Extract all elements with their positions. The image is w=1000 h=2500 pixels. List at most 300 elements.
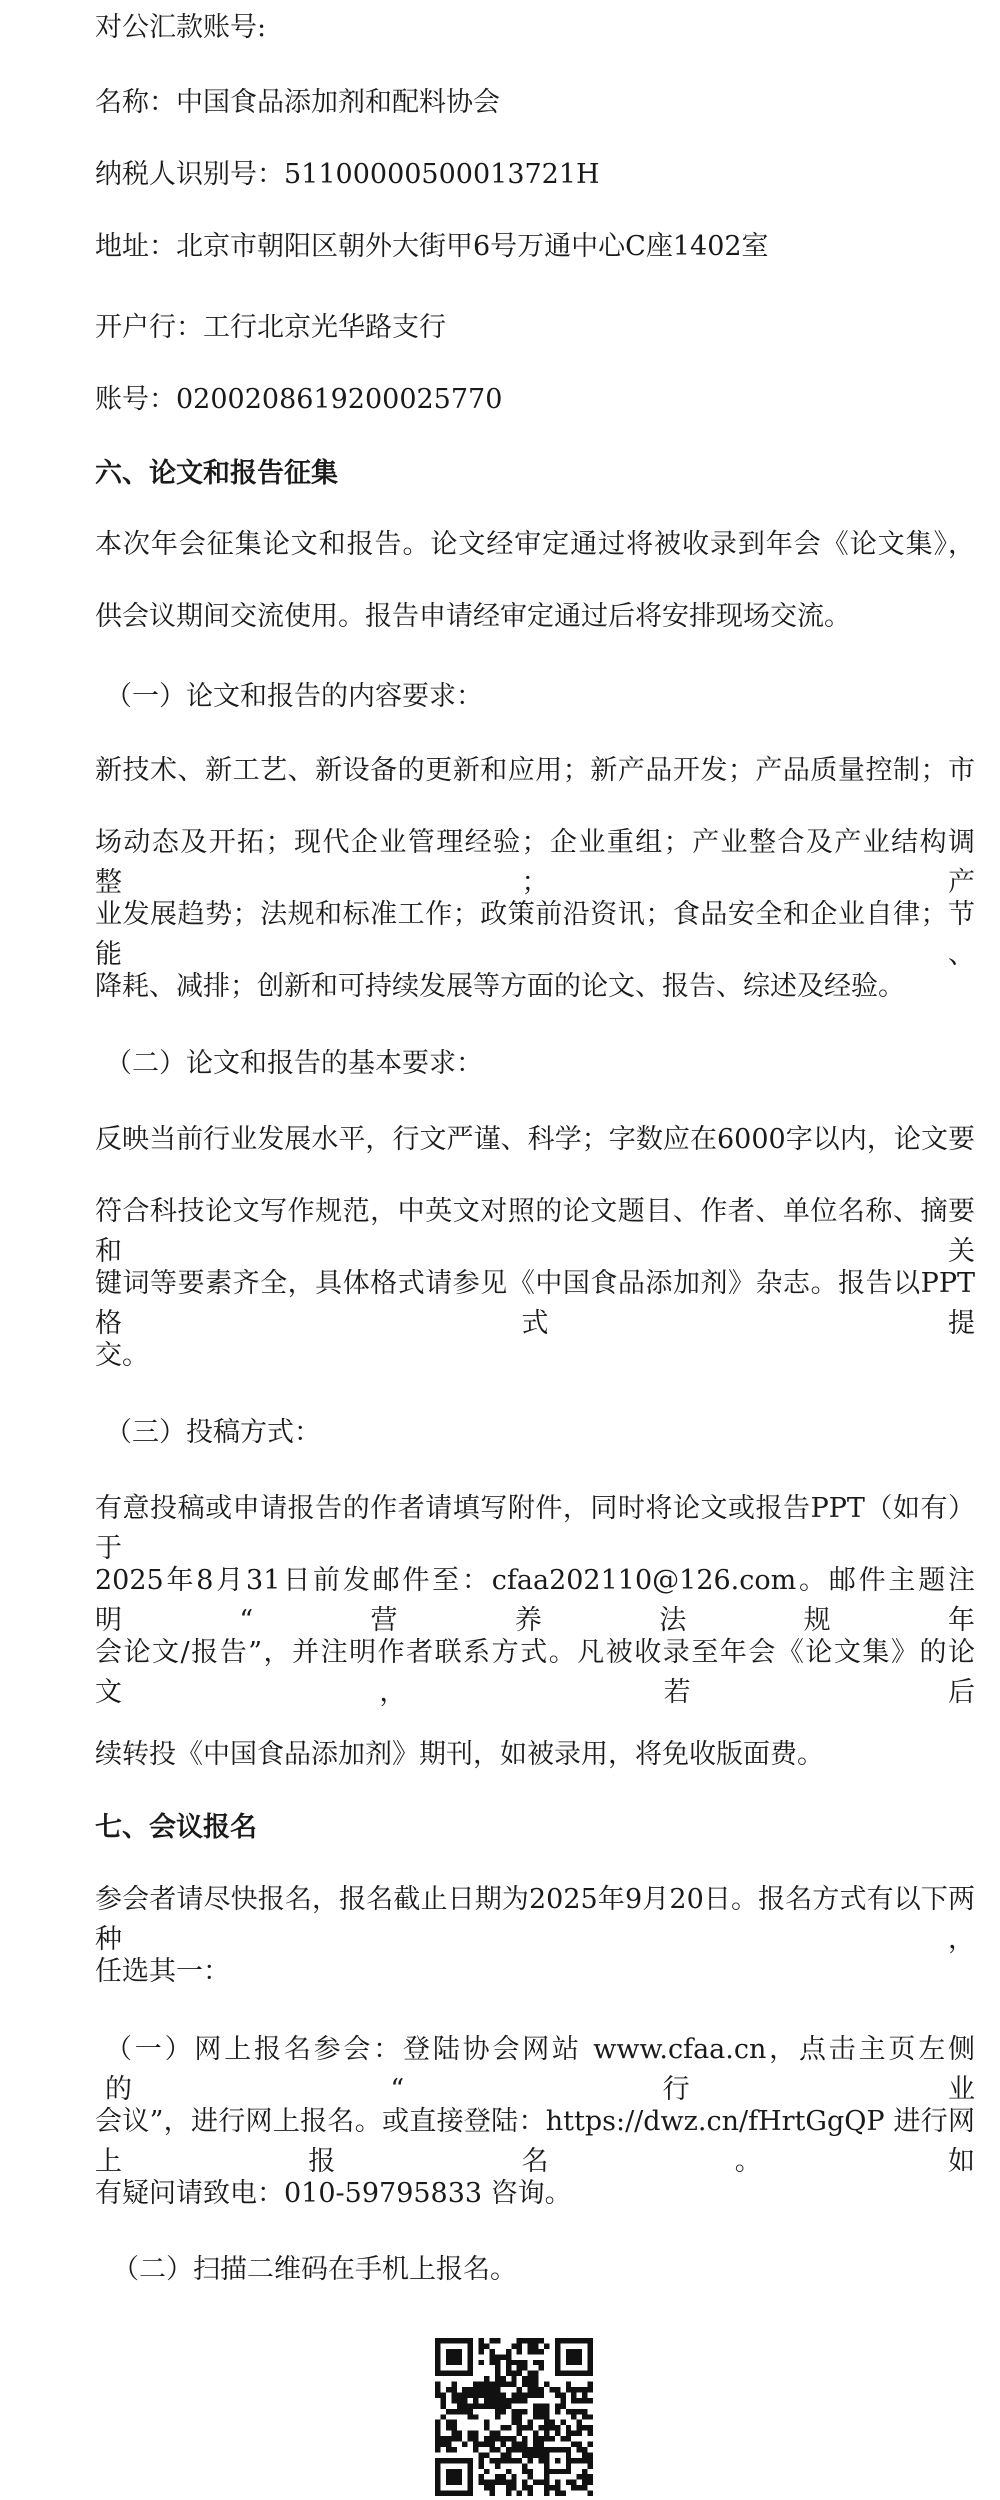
- qr-module: [446, 2360, 451, 2365]
- qr-module: [468, 2360, 473, 2365]
- account-number: 账号：0200208619200025770: [95, 384, 503, 415]
- qr-module: [489, 2392, 494, 2397]
- qr-module: [506, 2382, 511, 2387]
- qr-module: [435, 2480, 440, 2485]
- qr-module: [533, 2387, 538, 2392]
- qr-module: [495, 2480, 500, 2485]
- qr-module: [517, 2425, 522, 2430]
- qr-module: [539, 2365, 544, 2370]
- qr-module: [522, 2480, 527, 2485]
- qr-module: [571, 2371, 576, 2376]
- qr-module: [588, 2442, 593, 2447]
- qr-module: [577, 2338, 582, 2343]
- qr-module: [517, 2420, 522, 2425]
- qr-module: [544, 2474, 549, 2479]
- qr-module: [522, 2365, 527, 2370]
- account-tax-id: 纳税人识别号：51100000500013721H: [95, 159, 600, 190]
- qr-module: [484, 2398, 489, 2403]
- section6-sub3-title: （三）投稿方式：: [105, 1417, 321, 1448]
- qr-module: [582, 2485, 587, 2490]
- qr-module: [451, 2420, 456, 2425]
- qr-module: [566, 2371, 571, 2376]
- qr-module: [500, 2436, 505, 2441]
- qr-module: [522, 2392, 527, 2397]
- qr-module: [522, 2452, 527, 2457]
- qr-module: [528, 2343, 533, 2348]
- qr-module: [473, 2414, 478, 2419]
- qr-module: [528, 2491, 533, 2496]
- qr-module: [555, 2338, 560, 2343]
- qr-module: [451, 2338, 456, 2343]
- qr-module: [511, 2343, 516, 2348]
- qr-module: [511, 2414, 516, 2419]
- qr-module: [528, 2387, 533, 2392]
- qr-module: [468, 2387, 473, 2392]
- qr-module: [533, 2409, 538, 2414]
- qr-module: [457, 2392, 462, 2397]
- qr-module: [511, 2392, 516, 2397]
- qr-module: [517, 2414, 522, 2419]
- qr-module: [451, 2354, 456, 2359]
- qr-module: [495, 2431, 500, 2436]
- qr-module: [566, 2360, 571, 2365]
- qr-module: [446, 2436, 451, 2441]
- qr-module: [522, 2398, 527, 2403]
- qr-module: [517, 2491, 522, 2496]
- qr-module: [528, 2458, 533, 2463]
- qr-module: [517, 2365, 522, 2370]
- qr-module: [544, 2403, 549, 2408]
- qr-module: [566, 2338, 571, 2343]
- qr-module: [577, 2447, 582, 2452]
- qr-module: [495, 2360, 500, 2365]
- qr-module: [435, 2485, 440, 2490]
- section7-online-line: 有疑问请致电：010-59795833 咨询。: [95, 2178, 572, 2209]
- qr-module: [446, 2442, 451, 2447]
- qr-module: [435, 2458, 440, 2463]
- qr-module: [582, 2392, 587, 2397]
- qr-module: [582, 2338, 587, 2343]
- qr-module: [462, 2371, 467, 2376]
- qr-module: [533, 2376, 538, 2381]
- qr-module: [560, 2491, 565, 2496]
- qr-module: [451, 2474, 456, 2479]
- qr-module: [544, 2414, 549, 2419]
- qr-module: [468, 2349, 473, 2354]
- qr-module: [451, 2436, 456, 2441]
- section6-sub2-line: 交。: [95, 1340, 149, 1371]
- qr-module: [435, 2420, 440, 2425]
- qr-module: [451, 2387, 456, 2392]
- qr-module: [582, 2458, 587, 2463]
- qr-module: [479, 2463, 484, 2468]
- qr-module: [539, 2458, 544, 2463]
- qr-module: [468, 2474, 473, 2479]
- qr-module: [571, 2431, 576, 2436]
- section6-sub1-line: 降耗、减排；创新和可持续发展等方面的论文、报告、综述及经验。: [95, 971, 905, 1002]
- qr-module: [571, 2338, 576, 2343]
- qr-module: [511, 2360, 516, 2365]
- qr-module: [484, 2392, 489, 2397]
- qr-module: [582, 2469, 587, 2474]
- qr-module: [566, 2349, 571, 2354]
- qr-module: [533, 2436, 538, 2441]
- qr-module: [588, 2463, 593, 2468]
- qr-module: [484, 2442, 489, 2447]
- account-bank: 开户行：工行北京光华路支行: [95, 312, 446, 343]
- qr-module: [457, 2458, 462, 2463]
- qr-module: [468, 2463, 473, 2468]
- qr-module: [451, 2371, 456, 2376]
- qr-module: [544, 2409, 549, 2414]
- qr-module: [468, 2485, 473, 2490]
- account-heading: 对公汇款账号:: [95, 12, 267, 43]
- qr-module: [440, 2338, 445, 2343]
- qr-module: [517, 2343, 522, 2348]
- qr-module: [528, 2452, 533, 2457]
- qr-module: [457, 2349, 462, 2354]
- qr-module: [539, 2349, 544, 2354]
- qr-module: [582, 2480, 587, 2485]
- qr-module: [539, 2360, 544, 2365]
- qr-module: [566, 2463, 571, 2468]
- qr-module: [571, 2409, 576, 2414]
- qr-module: [539, 2409, 544, 2414]
- qr-module: [566, 2480, 571, 2485]
- qr-module: [588, 2458, 593, 2463]
- qr-module: [544, 2469, 549, 2474]
- qr-module: [500, 2442, 505, 2447]
- qr-module: [473, 2442, 478, 2447]
- qr-module: [511, 2382, 516, 2387]
- qr-module: [555, 2371, 560, 2376]
- qr-module: [577, 2485, 582, 2490]
- qr-module: [588, 2452, 593, 2457]
- qr-code-graphic: [435, 2338, 593, 2496]
- qr-module: [539, 2452, 544, 2457]
- qr-module: [495, 2338, 500, 2343]
- qr-module: [560, 2403, 565, 2408]
- qr-module: [473, 2447, 478, 2452]
- qr-module: [479, 2474, 484, 2479]
- qr-module: [468, 2354, 473, 2359]
- qr-module: [522, 2447, 527, 2452]
- qr-module: [555, 2392, 560, 2397]
- section6-title: 六、论文和报告征集: [95, 458, 338, 489]
- qr-module: [566, 2458, 571, 2463]
- qr-module: [435, 2387, 440, 2392]
- qr-module: [522, 2382, 527, 2387]
- qr-module: [522, 2360, 527, 2365]
- qr-module: [435, 2474, 440, 2479]
- qr-module: [457, 2436, 462, 2441]
- qr-module: [506, 2491, 511, 2496]
- qr-module: [544, 2485, 549, 2490]
- account-name: 名称：中国食品添加剂和配料协会: [95, 87, 500, 118]
- qr-module: [511, 2371, 516, 2376]
- qr-module: [577, 2360, 582, 2365]
- qr-module: [473, 2392, 478, 2397]
- qr-module: [446, 2349, 451, 2354]
- qr-module: [500, 2403, 505, 2408]
- qr-module: [484, 2382, 489, 2387]
- qr-module: [544, 2425, 549, 2430]
- qr-module: [566, 2425, 571, 2430]
- qr-module: [506, 2436, 511, 2441]
- section6-sub3-line: 会论文/报告”，并注明作者联系方式。凡被收录至年会《论文集》的论文，若后: [95, 1637, 975, 1708]
- qr-module: [484, 2425, 489, 2430]
- qr-code-icon[interactable]: [435, 2338, 593, 2496]
- qr-module: [577, 2354, 582, 2359]
- qr-module: [435, 2491, 440, 2496]
- qr-module: [588, 2343, 593, 2348]
- qr-module: [555, 2349, 560, 2354]
- qr-module: [571, 2360, 576, 2365]
- qr-module: [506, 2398, 511, 2403]
- qr-module: [544, 2431, 549, 2436]
- section6-intro-line: 本次年会征集论文和报告。论文经审定通过将被收录到年会《论文集》，: [95, 529, 975, 560]
- qr-module: [484, 2420, 489, 2425]
- qr-module: [489, 2442, 494, 2447]
- qr-module: [495, 2398, 500, 2403]
- qr-module: [511, 2447, 516, 2452]
- qr-module: [500, 2458, 505, 2463]
- qr-module: [555, 2354, 560, 2359]
- qr-module: [468, 2365, 473, 2370]
- qr-module: [473, 2431, 478, 2436]
- qr-module: [577, 2398, 582, 2403]
- qr-module: [588, 2387, 593, 2392]
- qr-module: [484, 2485, 489, 2490]
- qr-module: [511, 2376, 516, 2381]
- qr-module: [495, 2392, 500, 2397]
- qr-module: [440, 2371, 445, 2376]
- qr-module: [522, 2425, 527, 2430]
- qr-module: [588, 2414, 593, 2419]
- qr-module: [549, 2436, 554, 2441]
- qr-module: [517, 2338, 522, 2343]
- qr-module: [528, 2382, 533, 2387]
- qr-module: [473, 2382, 478, 2387]
- qr-module: [506, 2485, 511, 2490]
- qr-module: [577, 2458, 582, 2463]
- section7-qr-line: （二）扫描二维码在手机上报名。: [112, 2254, 517, 2285]
- qr-module: [495, 2474, 500, 2479]
- qr-module: [451, 2349, 456, 2354]
- qr-module: [560, 2436, 565, 2441]
- qr-module: [462, 2409, 467, 2414]
- qr-module: [451, 2392, 456, 2397]
- section6-sub3-line: 2025年8月31日前发邮件至：cfaa202110@126.com。邮件主题注明“营养法规年: [95, 1565, 975, 1636]
- qr-module: [484, 2436, 489, 2441]
- qr-module: [539, 2387, 544, 2392]
- qr-module: [555, 2360, 560, 2365]
- qr-module: [435, 2442, 440, 2447]
- qr-module: [544, 2382, 549, 2387]
- qr-module: [522, 2463, 527, 2468]
- qr-module: [560, 2469, 565, 2474]
- qr-module: [528, 2485, 533, 2490]
- qr-module: [539, 2392, 544, 2397]
- qr-module: [577, 2442, 582, 2447]
- qr-module: [539, 2480, 544, 2485]
- section6-sub2-line: 键词等要素齐全，具体格式请参见《中国食品添加剂》杂志。报告以PPT格式提: [95, 1268, 975, 1339]
- section6-sub3-line: 续转投《中国食品添加剂》期刊，如被录用，将免收版面费。: [95, 1739, 824, 1770]
- section7-intro-line: 参会者请尽快报名，报名截止日期为2025年9月20日。报名方式有以下两种，: [95, 1884, 975, 1955]
- qr-module: [468, 2338, 473, 2343]
- qr-module: [495, 2387, 500, 2392]
- qr-module: [588, 2382, 593, 2387]
- qr-module: [446, 2387, 451, 2392]
- qr-module: [533, 2343, 538, 2348]
- qr-module: [446, 2425, 451, 2430]
- qr-module: [495, 2463, 500, 2468]
- qr-module: [517, 2398, 522, 2403]
- qr-module: [577, 2425, 582, 2430]
- qr-module: [582, 2425, 587, 2430]
- qr-module: [506, 2452, 511, 2457]
- qr-module: [489, 2354, 494, 2359]
- qr-module: [435, 2463, 440, 2468]
- qr-module: [495, 2414, 500, 2419]
- qr-module: [506, 2354, 511, 2359]
- qr-module: [479, 2382, 484, 2387]
- qr-module: [479, 2480, 484, 2485]
- qr-module: [528, 2420, 533, 2425]
- qr-module: [555, 2365, 560, 2370]
- qr-module: [462, 2491, 467, 2496]
- qr-module: [506, 2425, 511, 2430]
- qr-module: [451, 2409, 456, 2414]
- qr-module: [451, 2480, 456, 2485]
- qr-module: [517, 2447, 522, 2452]
- qr-module: [528, 2425, 533, 2430]
- qr-module: [511, 2442, 516, 2447]
- qr-module: [500, 2480, 505, 2485]
- qr-module: [549, 2469, 554, 2474]
- qr-module: [489, 2403, 494, 2408]
- qr-module: [533, 2403, 538, 2408]
- qr-module: [506, 2371, 511, 2376]
- qr-module: [588, 2349, 593, 2354]
- qr-module: [446, 2409, 451, 2414]
- qr-module: [489, 2436, 494, 2441]
- qr-module: [522, 2338, 527, 2343]
- qr-module: [451, 2382, 456, 2387]
- qr-module: [555, 2447, 560, 2452]
- qr-module: [533, 2452, 538, 2457]
- qr-module: [446, 2458, 451, 2463]
- qr-module: [588, 2354, 593, 2359]
- qr-module: [582, 2452, 587, 2457]
- qr-module: [555, 2387, 560, 2392]
- qr-module: [451, 2360, 456, 2365]
- qr-module: [500, 2382, 505, 2387]
- qr-module: [446, 2420, 451, 2425]
- qr-module: [489, 2431, 494, 2436]
- qr-module: [489, 2387, 494, 2392]
- qr-module: [533, 2338, 538, 2343]
- qr-module: [468, 2436, 473, 2441]
- qr-module: [566, 2436, 571, 2441]
- qr-module: [489, 2491, 494, 2496]
- qr-module: [582, 2387, 587, 2392]
- qr-module: [500, 2392, 505, 2397]
- qr-module: [517, 2409, 522, 2414]
- qr-module: [500, 2409, 505, 2414]
- qr-module: [533, 2392, 538, 2397]
- qr-module: [566, 2382, 571, 2387]
- qr-module: [479, 2392, 484, 2397]
- qr-module: [549, 2447, 554, 2452]
- qr-module: [517, 2392, 522, 2397]
- qr-module: [500, 2354, 505, 2359]
- qr-module: [566, 2447, 571, 2452]
- qr-module: [533, 2480, 538, 2485]
- qr-module: [495, 2365, 500, 2370]
- qr-module: [473, 2398, 478, 2403]
- qr-module: [506, 2360, 511, 2365]
- qr-module: [577, 2371, 582, 2376]
- qr-module: [446, 2469, 451, 2474]
- qr-module: [544, 2436, 549, 2441]
- section6-sub1-line: 场动态及开拓；现代企业管理经验；企业重组；产业整合及产业结构调整；产: [95, 827, 975, 898]
- qr-module: [457, 2354, 462, 2359]
- qr-module: [489, 2480, 494, 2485]
- qr-module: [462, 2392, 467, 2397]
- qr-module: [468, 2458, 473, 2463]
- account-address: 地址：北京市朝阳区朝外大街甲6号万通中心C座1402室: [95, 231, 769, 262]
- qr-module: [495, 2382, 500, 2387]
- qr-module: [479, 2403, 484, 2408]
- qr-module: [489, 2338, 494, 2343]
- qr-module: [582, 2474, 587, 2479]
- section7-online-line: 会议”，进行网上报名。或直接登陆：https://dwz.cn/fHrtGgQP 进行网上报名。如: [95, 2106, 975, 2177]
- qr-module: [468, 2480, 473, 2485]
- qr-module: [468, 2343, 473, 2348]
- qr-module: [479, 2458, 484, 2463]
- qr-module: [484, 2343, 489, 2348]
- qr-module: [577, 2387, 582, 2392]
- qr-module: [588, 2425, 593, 2430]
- qr-module: [495, 2447, 500, 2452]
- qr-module: [451, 2491, 456, 2496]
- qr-module: [440, 2392, 445, 2397]
- qr-module: [457, 2431, 462, 2436]
- qr-module: [517, 2431, 522, 2436]
- qr-module: [495, 2458, 500, 2463]
- qr-module: [539, 2436, 544, 2441]
- qr-module: [560, 2447, 565, 2452]
- qr-module: [528, 2392, 533, 2397]
- qr-module: [539, 2442, 544, 2447]
- qr-module: [571, 2485, 576, 2490]
- qr-module: [555, 2431, 560, 2436]
- qr-module: [555, 2485, 560, 2490]
- qr-module: [457, 2360, 462, 2365]
- qr-module: [577, 2349, 582, 2354]
- qr-module: [539, 2338, 544, 2343]
- qr-module: [528, 2447, 533, 2452]
- qr-module: [451, 2425, 456, 2430]
- qr-module: [560, 2338, 565, 2343]
- qr-module: [528, 2469, 533, 2474]
- qr-module: [522, 2485, 527, 2490]
- qr-module: [446, 2447, 451, 2452]
- qr-module: [435, 2436, 440, 2441]
- qr-module: [440, 2442, 445, 2447]
- qr-module: [566, 2387, 571, 2392]
